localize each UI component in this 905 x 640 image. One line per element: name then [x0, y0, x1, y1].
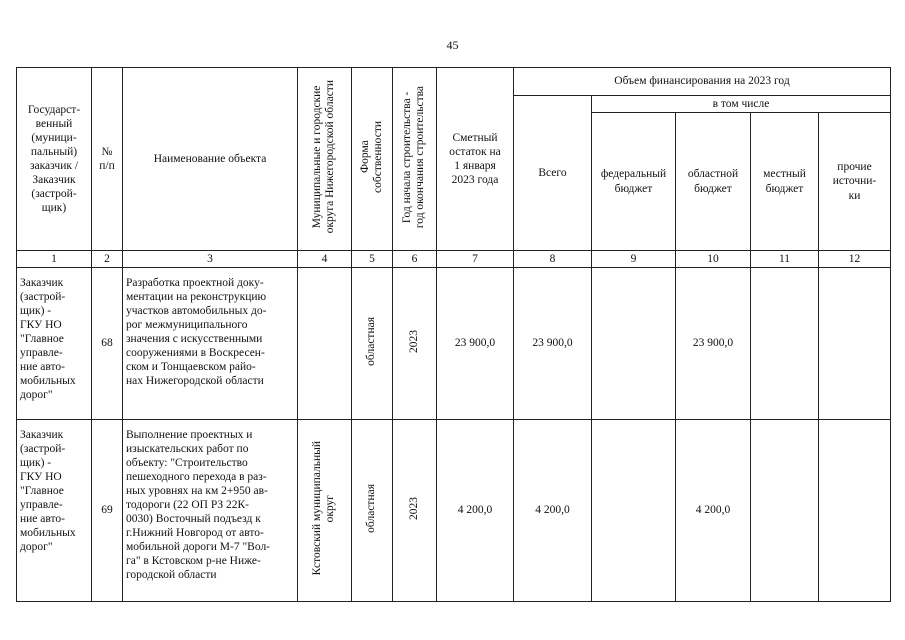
row-customer: Заказчик (застрой- щик) - ГКУ НО "Главное управле- ние авто- мобильных дорог" — [17, 420, 92, 602]
row-local — [751, 268, 819, 420]
column-number: 4 — [298, 251, 352, 268]
column-number: 7 — [437, 251, 514, 268]
row-customer: Заказчик (застрой- щик) - ГКУ НО "Главное управле- ние авто- мобильных дорог" — [17, 268, 92, 420]
header-total: Всего — [514, 96, 592, 251]
row-estimate: 4 200,0 — [437, 420, 514, 602]
row-municipality — [298, 268, 352, 420]
column-number: 10 — [676, 251, 751, 268]
header-regional: областной бюджет — [676, 113, 751, 251]
column-number: 5 — [352, 251, 393, 268]
column-number: 8 — [514, 251, 592, 268]
row-total: 23 900,0 — [514, 268, 592, 420]
row-ownership: областная — [352, 268, 393, 420]
header-number: № п/п — [92, 68, 123, 251]
column-number: 9 — [592, 251, 676, 268]
table-row — [17, 268, 891, 420]
column-number-row — [17, 251, 891, 268]
header-customer: Государст- венный (муници- пальный) заказчик / Заказчик (застрой- щик) — [17, 68, 92, 251]
row-number: 69 — [92, 420, 123, 602]
header-local: местный бюджет — [751, 113, 819, 251]
row-years: 2023 — [393, 420, 437, 602]
header-federal: федеральный бюджет — [592, 113, 676, 251]
header-other: прочие источни- ки — [819, 113, 891, 251]
column-number: 6 — [393, 251, 437, 268]
table-row — [17, 420, 891, 602]
header-years: Год начала строительства - год окончания строительства — [393, 68, 437, 251]
row-ownership: областная — [352, 420, 393, 602]
row-municipality: Кстовский муниципальный округ — [298, 420, 352, 602]
column-number: 3 — [123, 251, 298, 268]
row-federal — [592, 420, 676, 602]
row-years: 2023 — [393, 268, 437, 420]
row-estimate: 23 900,0 — [437, 268, 514, 420]
header-estimate: Сметный остаток на 1 января 2023 года — [437, 68, 514, 251]
column-number: 2 — [92, 251, 123, 268]
header-including: в том числе — [592, 96, 891, 113]
header-ownership: Форма собственности — [352, 68, 393, 251]
column-number: 11 — [751, 251, 819, 268]
header-object-name: Наименование объекта — [123, 68, 298, 251]
header-municipality: Муниципальные и городские округа Нижегородской области — [298, 68, 352, 251]
row-number: 68 — [92, 268, 123, 420]
row-total: 4 200,0 — [514, 420, 592, 602]
page-number: 45 — [446, 38, 459, 52]
row-federal — [592, 268, 676, 420]
row-regional: 4 200,0 — [676, 420, 751, 602]
financing-table — [16, 67, 891, 602]
column-number: 12 — [819, 251, 891, 268]
header-funding: Объем финансирования на 2023 год — [514, 68, 891, 96]
row-other — [819, 268, 891, 420]
row-object-name: Выполнение проектных и изыскательских работ по объекту: "Строительство пешеходного перехода в раз- ных уровнях на км 2+950 ав- тодороги (22 ОП РЗ 22К- 0030) Восточный подъезд к г.Нижний Новгород от авто- мобильной дороги М-7 "Вол- га" в Кстовском р-не Ниже- городской области — [123, 420, 298, 602]
column-number: 1 — [17, 251, 92, 268]
row-regional: 23 900,0 — [676, 268, 751, 420]
row-object-name: Разработка проектной доку- ментации на реконструкцию участков автомобильных до- рог межмуниципального значения с искусственными сооружениями в Воскресен- ском и Тонщаевском райо- нах Нижегородской области — [123, 268, 298, 420]
row-other — [819, 420, 891, 602]
row-local — [751, 420, 819, 602]
